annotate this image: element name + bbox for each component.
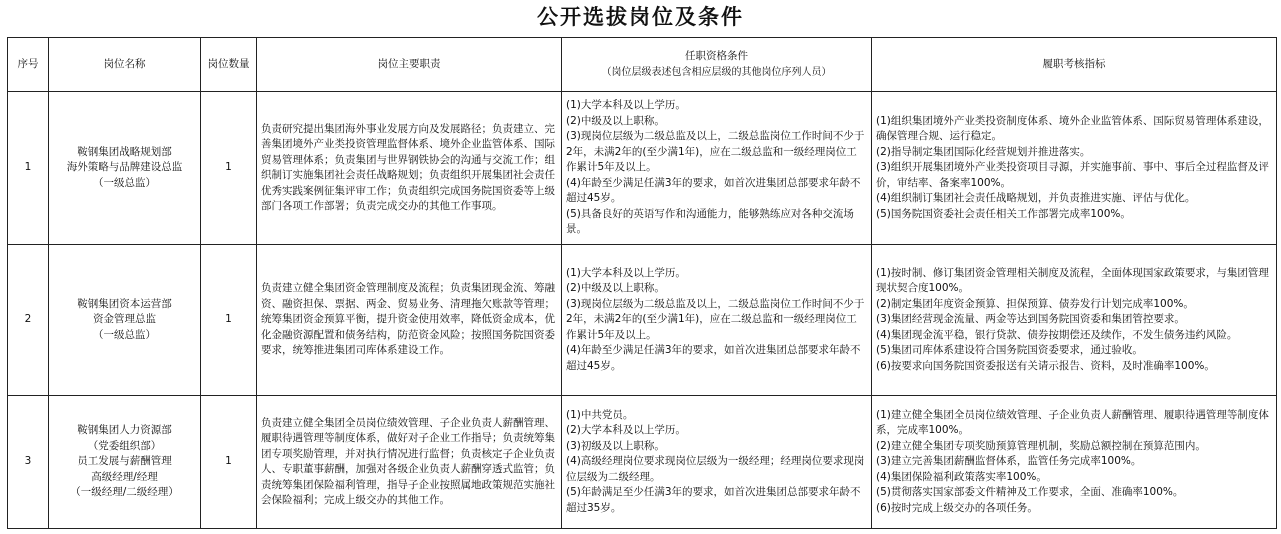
cell-qualifications	[562, 245, 872, 396]
cell-position-name	[49, 92, 201, 245]
qualification-item: (5)具备良好的英语写作和沟通能力，能够熟练应对各种交流场景。	[566, 207, 854, 236]
kpi-item: (3)集团经营现金流量、两金等达到国务院国资委和集团管控要求。	[876, 313, 1185, 326]
cell-kpi	[872, 396, 1277, 529]
cell-count: 1	[201, 245, 257, 396]
kpi-item: (2)指导制定集团国际化经营规划并推进落实。	[876, 145, 1091, 158]
header-kpi: 履职考核指标	[872, 38, 1277, 92]
qualification-item: (4)高级经理岗位要求现岗位层级为一级经理；经理岗位要求现岗位层级为二级经理。	[566, 455, 865, 483]
header-count: 岗位数量	[201, 38, 257, 92]
table-row	[8, 245, 1277, 396]
cell-qualifications	[562, 396, 872, 529]
qualification-item: (4)年龄至少满足任满3年的要求，如首次进集团总部要求年龄不超过45岁。	[566, 344, 861, 372]
header-duties: 岗位主要职责	[257, 38, 562, 92]
cell-qualifications	[562, 92, 872, 245]
kpi-item: (1)建立健全集团全员岗位绩效管理、子企业负责人薪酬管理、履职待遇管理等制度体系，完成率100%。	[876, 408, 1269, 437]
kpi-item: (1)按时制、修订集团资金管理相关制度及流程，全面体现国家政策要求，与集团管理现状契合度100%。	[876, 266, 1269, 295]
cell-duties: 负责研究提出集团海外事业发展方向及发展路径；负责建立、完善集团境外产业类投资管理监督体系、境外企业监管体系、国际贸易管理体系；负责集团与世界钢铁协会的沟通与交流工作；组织制订实施集团社会责任战略规划；负责组织开展集团社会责任优秀实践案例征集评审工作；负责组织完成国务院国资委等上级部门各项工作部署；负责完成交办的其他工作事项。	[257, 92, 562, 245]
kpi-item: (6)按要求向国务院国资委报送有关请示报告、资料，及时准确率100%。	[876, 359, 1215, 372]
header-qual-note: （岗位层级表述包含相应层级的其他岗位序列人员）	[601, 66, 832, 78]
table-row	[8, 396, 1277, 529]
cell-seq: 1	[8, 92, 49, 245]
qualification-item: (5)年龄满足至少任满3年的要求，如首次进集团总部要求年龄不超过35岁。	[566, 486, 861, 514]
qualification-item: (1)大学本科及以上学历。	[566, 266, 686, 279]
kpi-item: (2)制定集团年度资金预算、担保预算、债券发行计划完成率100%。	[876, 297, 1194, 310]
cell-duties: 负责建立健全集团资金管理制度及流程；负责集团现金流、筹融资、融资担保、票据、两金、贸易业务、清理拖欠账款等管理；统筹集团资金预算平衡，提升资金使用效率，降低资金成本，优化金融资源配置和债务结构，防范资金风险；按照国务院国资委要求，统筹推进集团司库体系建设工作。	[257, 245, 562, 396]
table-header-row	[8, 38, 1277, 92]
position-name-line: （一级经理/二级经理）	[70, 486, 179, 499]
kpi-item: (5)贯彻落实国家部委文件精神及工作要求，全面、准确率100%。	[876, 486, 1184, 499]
positions-table	[7, 37, 1277, 529]
kpi-item: (4)集团现金流平稳，银行贷款、债券按期偿还及续作，不发生债务违约风险。	[876, 328, 1238, 341]
position-name-line: （党委组织部）	[87, 439, 162, 452]
kpi-item: (3)组织开展集团境外产业类投资项目寻源，并实施事前、事中、事后全过程监督及评价，审结率、备案率100%。	[876, 161, 1269, 189]
kpi-item: (4)集团保险福利政策落实率100%。	[876, 470, 1047, 483]
position-name-line: 海外策略与品牌建设总监	[66, 161, 183, 174]
qualification-item: (1)大学本科及以上学历。	[566, 99, 686, 112]
kpi-item: (2)建立健全集团专项奖励预算管理机制，奖励总额控制在预算范围内。	[876, 439, 1206, 452]
header-seq: 序号	[8, 38, 49, 92]
qualification-item: (3)现岗位层级为二级总监及以上，二级总监岗位工作时间不少于2年，未满2年的(至少满1年)，应在二级总监和一级经理岗位工作累计5年及以上。	[566, 297, 865, 341]
kpi-item: (4)组织制订集团社会责任战略规划，并负责推进实施、评估与优化。	[876, 192, 1196, 205]
table-row	[8, 92, 1277, 245]
position-name-line: （一级总监）	[93, 328, 156, 341]
qualification-item: (3)现岗位层级为二级总监及以上，二级总监岗位工作时间不少于2年，未满2年的(至少满1年)，应在二级总监和一级经理岗位工作累计5年及以上。	[566, 130, 865, 174]
cell-kpi	[872, 245, 1277, 396]
cell-position-name	[49, 245, 201, 396]
kpi-item: (5)国务院国资委社会责任相关工作部署完成率100%。	[876, 207, 1131, 220]
header-qual-label: 任职资格条件	[685, 50, 748, 62]
kpi-item: (6)按时完成上级交办的各项任务。	[876, 501, 1038, 514]
position-name-line: 资金管理总监	[93, 313, 156, 326]
header-name: 岗位名称	[49, 38, 201, 92]
cell-seq: 3	[8, 396, 49, 529]
position-name-line: 鞍钢集团资本运营部	[77, 297, 172, 310]
cell-kpi	[872, 92, 1277, 245]
qualification-item: (2)中级及以上职称。	[566, 282, 665, 295]
qualification-item: (4)年龄至少满足任满3年的要求，如首次进集团总部要求年龄不超过45岁。	[566, 176, 861, 205]
kpi-item: (5)集团司库体系建设符合国务院国资委要求，通过验收。	[876, 344, 1143, 357]
kpi-item: (3)建立完善集团薪酬监督体系，监管任务完成率100%。	[876, 455, 1142, 468]
cell-position-name	[49, 396, 201, 529]
position-name-line: 鞍钢集团人力资源部	[77, 424, 172, 437]
qualification-item: (2)中级及以上职称。	[566, 114, 665, 127]
qualification-item: (3)初级及以上职称。	[566, 439, 665, 452]
cell-count: 1	[201, 92, 257, 245]
position-name-line: 鞍钢集团战略规划部	[77, 145, 172, 158]
kpi-item: (1)组织集团境外产业类投资制度体系、境外企业监管体系、国际贸易管理体系建设，确保管理合规、运行稳定。	[876, 114, 1269, 143]
position-name-line: （一级总监）	[93, 176, 156, 189]
qualification-item: (1)中共党员。	[566, 408, 634, 421]
qualification-item: (2)大学本科及以上学历。	[566, 424, 686, 437]
position-name-line: 高级经理/经理	[91, 470, 158, 483]
position-name-line: 员工发展与薪酬管理	[77, 455, 172, 468]
header-qualifications	[562, 38, 872, 92]
cell-duties: 负责建立健全集团全员岗位绩效管理、子企业负责人薪酬管理、履职待遇管理等制度体系，做好对子企业工作指导；负责统筹集团专项奖励管理，并对执行情况进行监督；负责核定子企业负责人、专职董事薪酬，加强对各级企业负责人薪酬穿透式监管；负责统筹集团保险福利管理，指导子企业按照属地政策规范实施社会保险福利；完成上级交办的其他工作。	[257, 396, 562, 529]
page-title: 公开选拔岗位及条件	[537, 5, 744, 29]
cell-count: 1	[201, 396, 257, 529]
cell-seq: 2	[8, 245, 49, 396]
